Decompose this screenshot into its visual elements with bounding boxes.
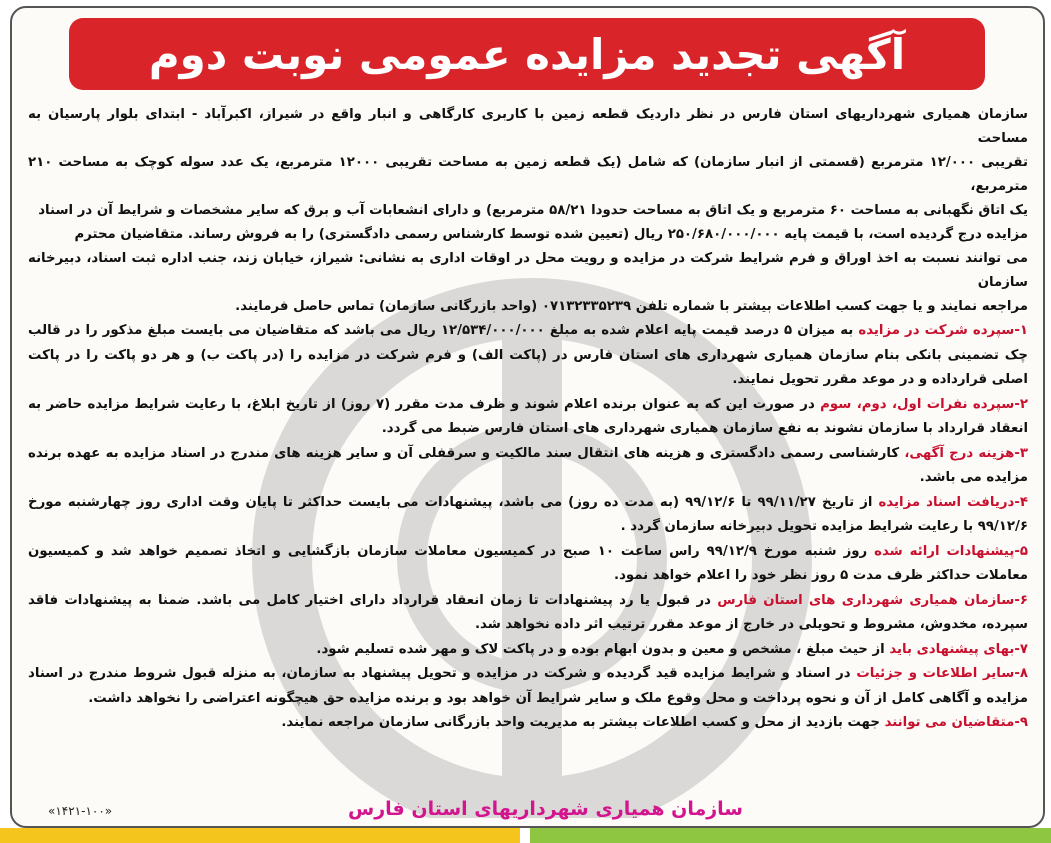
notice-body <box>28 103 1028 736</box>
item-text: در قبول یا رد پیشنهادات تا زمان انعقاد قرارداد دارای اختیار کامل می باشد. ضمنا به پیشنهادات فاقد سپرده، مخدوش، مشروط و تحویلی در خارج از موعد مقرر ترتیب اثر داده نخواهد شد. <box>28 592 1028 632</box>
item-lead: پیشنهادات ارائه شده <box>874 543 1015 559</box>
item-text: روز شنبه مورخ ۹۹/۱۲/۹ راس ساعت ۱۰ صبح در کمیسیون معاملات سازمان بازگشایی و اتخاذ تصمیم خواهد شد و کمیسیون معاملات حداکثر ظرف مدت ۵ روز نظر خود را اعلام خواهد نمود. <box>28 543 1028 583</box>
item-lead: سپرده نفرات اول، دوم، سوم <box>820 396 1015 412</box>
intro-line: می توانند نسبت به اخذ اوراق و فرم شرایط شرکت در مزایده و رویت محل در اوقات اداری به نشانی: شیراز، خیابان زند، جنب اداره ثبت اسناد، دبیرخانه سازمان <box>28 251 1028 290</box>
item-number: ۸- <box>1014 666 1028 681</box>
list-item <box>28 491 1028 540</box>
item-number: ۴- <box>1014 494 1028 510</box>
item-text: از تاریخ ۹۹/۱۱/۲۷ تا ۹۹/۱۲/۶ (به مدت ده روز) می باشد، پیشنهادات می بایست حداکثر تا پایان وقت اداری روز چهارشنبه مورخ ۹۹/۱۲/۶ با رعایت شرایط مزایده تحویل دبیرخانه سازمان گردد . <box>28 494 1028 534</box>
title-banner <box>69 18 985 90</box>
intro-line: مزایده درج گردیده است، با قیمت پایه ۲۵۰/۶۸۰/۰۰۰/۰۰۰ ریال (تعیین شده توسط کارشناس رسمی دادگستری) را به فروش رساند. متقاضیان محترم <box>74 227 1028 242</box>
item-lead: هزینه درج آگهی، <box>904 445 1015 461</box>
item-lead: متقاضیان می توانند <box>884 715 1015 730</box>
green-strip <box>530 828 1051 843</box>
item-text: در صورت این که به عنوان برنده اعلام شوند و ظرف مدت مقرر (۷ روز) از تاریخ ابلاغ، با رعایت شرایط مزایده حاضر به انعقاد قرارداد با سازمان نشوند به نفع سازمان همیاری شهرداری های استان فارس ضبط می گردد. <box>28 396 1028 436</box>
notice-frame <box>10 6 1045 828</box>
item-number: ۹- <box>1014 715 1028 730</box>
list-item <box>28 442 1028 491</box>
yellow-strip <box>0 828 520 843</box>
intro-line: سازمان همیاری شهرداریهای استان فارس در نظر داردیک قطعه زمین با کاربری کارگاهی و انبار واقع در شیراز، اکبرآباد - ابتدای بلوار پارسیان به مساحت <box>28 107 1028 146</box>
list-item <box>28 662 1028 711</box>
list-item <box>28 393 1028 442</box>
intro-line: تقریبی ۱۲/۰۰۰ مترمربع (قسمتی از انبار سازمان) که شامل (یک قطعه زمین به مساحت تقریبی ۱۲۰۰۰ مترمربع، یک عدد سوله کوچک به مساحت ۲۱۰ مترمربع، <box>28 155 1028 194</box>
page-title: آگهی تجدید مزایده عمومی نوبت دوم <box>148 29 906 79</box>
list-item <box>28 589 1028 638</box>
item-lead: سپرده شرکت در مزایده <box>858 323 1015 338</box>
item-number: ۲- <box>1014 396 1028 412</box>
item-lead: سازمان همیاری شهرداری های استان فارس <box>717 592 1015 608</box>
footer-organization: سازمان همیاری شهرداریهای استان فارس <box>348 798 743 820</box>
list-item <box>28 638 1028 663</box>
item-number: ۱- <box>1014 323 1028 338</box>
intro-line: یک اتاق نگهبانی به مساحت ۶۰ مترمربع و یک اتاق به مساحت حدودا ۵۸/۲۱ مترمربع) و دارای انشعابات آب و برق که سایر مشخصات و شرایط آن در اسناد <box>38 203 1028 218</box>
item-number: ۳- <box>1014 445 1028 461</box>
item-text: از حیث مبلغ ، مشخص و معین و بدون ابهام بوده و در پاکت لاک و مهر شده تسلیم شود. <box>316 641 890 657</box>
item-lead: دریافت اسناد مزایده <box>878 494 1015 510</box>
item-number: ۵- <box>1014 543 1028 559</box>
list-item <box>28 319 1028 393</box>
list-item <box>28 711 1028 736</box>
item-lead: بهای پیشنهادی باید <box>889 641 1015 657</box>
item-number: ۷- <box>1014 641 1028 657</box>
intro-line: مراجعه نمایند و یا جهت کسب اطلاعات بیشتر با شماره تلفن ۰۷۱۳۲۳۳۵۲۳۹ (واحد بازرگانی سازمان) تماس حاصل فرمایند. <box>235 299 1028 314</box>
list-item <box>28 540 1028 589</box>
footer-code: «۱۴۲۱-۱۰۰» <box>48 804 113 818</box>
item-text: در اسناد و شرایط مزایده قید گردیده و شرکت در مزایده و تحویل پیشنهاد به سازمان، به منزله قبول شروط مندرج در اسناد مزایده و آگاهی کامل از آن و نحوه پرداخت و محل وقوع ملک و سایر شرایط آن خواهد بود و برنده مزایده حق هیچگونه اعتراضی را نخواهد داشت. <box>28 666 1028 706</box>
item-text: به میزان ۵ درصد قیمت پایه اعلام شده به مبلغ ۱۲/۵۳۴/۰۰۰/۰۰۰ ریال می باشد که متقاضیان می بایست مبلغ مذکور را در قالب چک تضمینی بانکی بنام سازمان همیاری شهرداری های استان فارس در (پاکت الف) و فرم شرکت در مزایده را (در پاکت ب) و هر دو پاکت را در پاکت اصلی قرارداده و در موعد مقرر تحویل نمایند. <box>28 323 1028 387</box>
item-text: کارشناسی رسمی دادگستری و هزینه های انتقال سند مالکیت و سرقفلی آن و سایر هزینه های مندرج در اسناد مزایده به عهده برنده مزایده می باشد. <box>28 445 1028 485</box>
item-number: ۶- <box>1014 592 1028 608</box>
bottom-color-strip <box>0 828 1051 843</box>
item-text: جهت بازدید از محل و کسب اطلاعات بیشتر به مدیریت واحد بازرگانی سازمان مراجعه نمایند. <box>281 715 885 730</box>
item-lead: سایر اطلاعات و جزئیات <box>856 666 1015 681</box>
